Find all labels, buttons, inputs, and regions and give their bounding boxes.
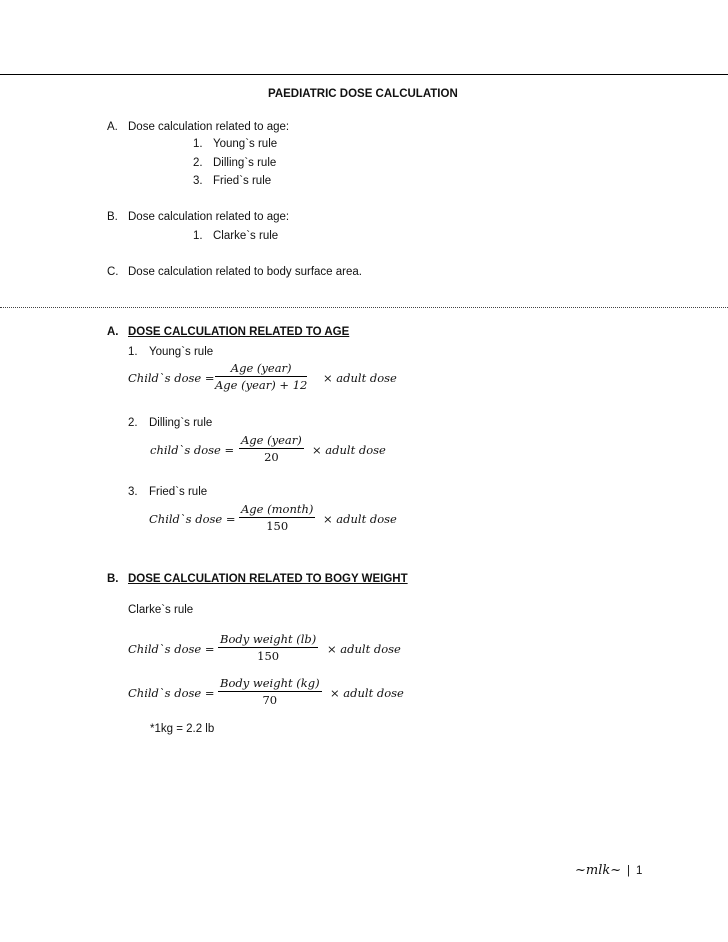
outline-b-text: Dose calculation related to age:: [128, 211, 290, 223]
outline-a-item-3: Fried`s rule: [213, 175, 272, 187]
footer-separator: |: [627, 865, 630, 877]
outline-a-item-2-num: 2.: [193, 157, 203, 169]
clarke-lb-numerator: Body weight (lb): [220, 632, 317, 646]
fried-rule-name: Fried`s rule: [149, 486, 208, 498]
page-title: PAEDIATRIC DOSE CALCULATION: [268, 88, 458, 100]
fried-fraction: [239, 502, 315, 533]
section-a-heading: DOSE CALCULATION RELATED TO AGE: [128, 326, 350, 338]
young-rule-num: 1.: [128, 346, 138, 358]
outline-a-item-3-num: 3.: [193, 175, 203, 187]
outline-c-text: Dose calculation related to body surface area.: [128, 266, 362, 278]
dilling-denominator: 20: [264, 450, 279, 464]
outline-a-item-1-num: 1.: [193, 138, 203, 150]
fried-lhs: Child`s dose =: [149, 512, 236, 526]
dilling-rule-num: 2.: [128, 417, 138, 429]
clarke-kg-rhs: × adult dose: [330, 686, 404, 700]
clarke-kg-denominator: 70: [262, 693, 278, 707]
section-divider: [0, 307, 728, 308]
section-b-marker: B.: [107, 573, 119, 585]
conversion-note: *1kg = 2.2 lb: [150, 723, 215, 735]
dilling-rhs: × adult dose: [312, 443, 386, 457]
fried-denominator: 150: [266, 519, 289, 533]
outline-b-marker: B.: [107, 211, 118, 223]
clarke-lb-denominator: 150: [257, 649, 280, 663]
clarke-rule-name: Clarke`s rule: [128, 604, 194, 616]
footer-signature: ~mlk~: [575, 863, 622, 878]
fried-rhs: × adult dose: [323, 512, 397, 526]
dilling-fraction: [239, 433, 304, 464]
outline-a-item-2: Dilling`s rule: [213, 157, 277, 169]
young-fraction: [215, 361, 307, 392]
young-rhs: × adult dose: [323, 371, 397, 385]
outline-b-item-1-num: 1.: [193, 230, 203, 242]
page-number: 1: [636, 865, 643, 877]
fried-rule-num: 3.: [128, 486, 138, 498]
young-numerator: Age (year): [230, 361, 292, 375]
clarke-kg-fraction: [218, 676, 322, 707]
outline-c-marker: C.: [107, 266, 119, 278]
section-a-marker: A.: [107, 326, 119, 338]
clarke-lb-fraction: [218, 632, 318, 663]
clarke-kg-lhs: Child`s dose =: [128, 686, 215, 700]
young-rule-name: Young`s rule: [149, 346, 214, 358]
dilling-lhs: child`s dose =: [150, 443, 235, 457]
clarke-lb-lhs: Child`s dose =: [128, 642, 215, 656]
outline-a-marker: A.: [107, 121, 118, 133]
outline-b-item-1: Clarke`s rule: [213, 230, 279, 242]
young-lhs: Child`s dose =: [128, 371, 215, 385]
outline-a-item-1: Young`s rule: [213, 138, 278, 150]
dilling-numerator: Age (year): [241, 433, 302, 447]
fried-numerator: Age (month): [241, 502, 314, 516]
clarke-lb-rhs: × adult dose: [327, 642, 401, 656]
outline-a-text: Dose calculation related to age:: [128, 121, 290, 133]
section-b-heading: DOSE CALCULATION RELATED TO BOGY WEIGHT: [128, 573, 408, 585]
header-rule: [0, 74, 728, 75]
young-denominator: Age (year) + 12: [215, 378, 308, 392]
clarke-kg-numerator: Body weight (kg): [220, 676, 320, 690]
dilling-rule-name: Dilling`s rule: [149, 417, 213, 429]
